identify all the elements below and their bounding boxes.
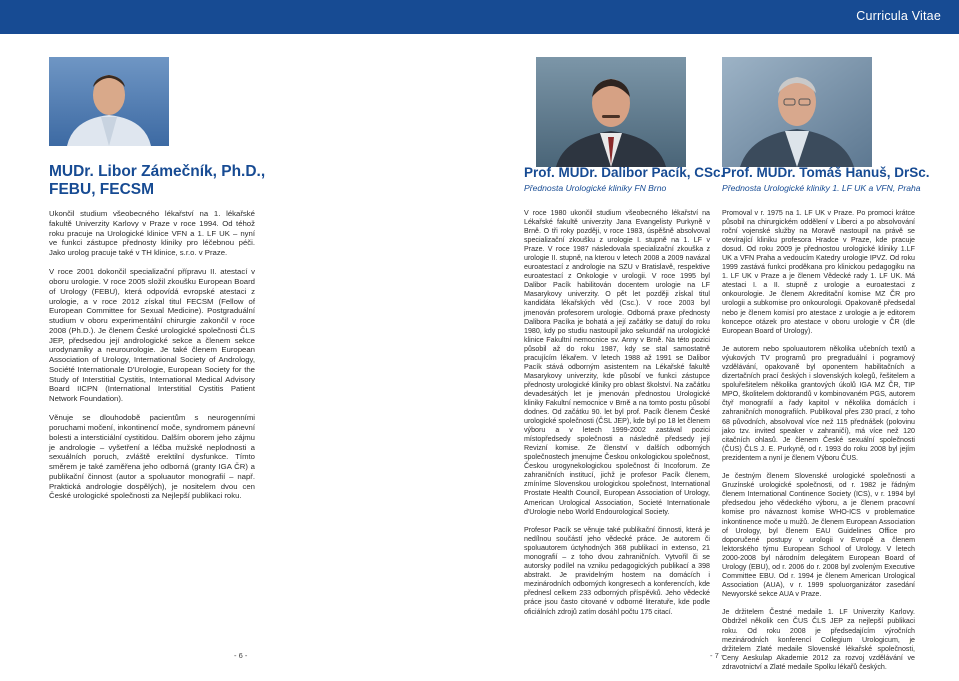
paragraph: Promoval v r. 1975 na 1. LF UK v Praze. Po promoci krátce působil na chirurgickém oddělení v Liberci a po absolvování roční vojenské služby na Moravě nastoupil na právě se otevírající kliniku profesora Hradce v Praze, kde pracuje dosud. Od roku 2009 je přednostou urologické kliniky 1.LF UK a VFN Praha a vedoucím Katedry urologie IPVZ. Od roku 1999 zastává funkci proděkana pro klinickou pedagogiku na 1. LF UK v Praze a je členem Vědecké rady 1. LF UK. Má atestaci I. a II. stupně z urologie a euroatestaci z onkourologie. Je členem Akreditační komise MZ ČR pro urologii a subkomise pro onkourologii. Opakovaně předsedal nebo je členem komisí pro atestace z urologie a je editorem koncepce otázek pro atestace v oboru urologie v ČR (dle European Board of Urology).	[722, 209, 915, 335]
name-line-2: FEBU, FECSM	[49, 180, 155, 198]
person-name-zamecnik	[49, 163, 299, 199]
person-name-hanus: Prof. MUDr. Tomáš Hanuš, DrSc.	[722, 165, 930, 180]
paragraph: V roce 1980 ukončil studium všeobecného lékařství na Lékařské fakultě univerzity Jana Evangelisty Purkyně v Brně. O tři roky později, v roce 1983, úspěšně absolvoval specializační zkoušku z urologie I. stupně na 1. LF v Praze. V roce 1987 následovala specializační zkouška z urologie II. stupně, na kterou v letech 2008 a 2009 navázal euroatestací z andrologie na SZU v Bratislavě, respektive euroatestací z Onkologie v urologii. V roce 1995 byl Dalibor Pacík habilitován docentem urologie na LF Masarykovy univerzity. O pět let později získal titul kandidáta lékařských věd (Csc.). V roce 2003 byl jmenován profesorem urologie. Odborná praxe přednosty Dalibora Pacíka je bohatá a její začátky se datují do roku 1980, kdy po studiu nastoupil jako sekundář na urologické klinice Fakultní nemocnice sv. Anny v Brně. Na této pozici působil až do roku 1987, kdy se stal samostatně pracujícím lékařem. V letech 1988 až 1991 se Dalibor Pacík stává odborným asistentem na Lékařské fakultě Masarykovy univerzity, kde působí ve funkci zástupce přednosty urologické kliniky pro oblast školství. Na začátku devadesátých let je jmenován přednostou Urologické kliniky Fakultní nemocnice v Brně a na tomto postu působí dodnes. Od začátku 90. let byl prof. Pacík členem České urologické společnosti (ČSL JEP), kde byl po 18 let členem výboru a v letech 1999-2002 zastával pozici místopředsedy společnosti a následně předsedy její Revizní komise. Ze členství v dalších odborných společnostech jmenujme Českou onkologickou společnost, Českou urogynekologickou společnost či Incoforum. Ze zahraničních institucí, jichž je profesor Pacík členem, zmíníme Slovenskou urologickou společnost, International Prostate Health Council, European Association of Urology, American Urological Association, Societé Internationale d'Urologie nebo World Endourological Society.	[524, 209, 710, 516]
page-number-right: - 7 -	[710, 651, 724, 660]
paragraph: Je autorem nebo spoluautorem několika učebních textů a výukových TV programů pro pregraduální i pogramový vzdělávání, opakovaně byl oponentem habilitačních a dizertačních prací českých i slovenských kolegů, řešitelem a spoluřešitelem několika grantových úkolů IGA MZ ČR, TIP MPO, školitelem doktorandů v kombinovaném PGS, autorem čtyř monografií a řady kapitol v několika domácích i zahraničních monografiích. Publikoval přes 230 prací, z toho 68 původních, absolvoval více než 115 přednášek (polovinu jako tzv. invited speaker v zahraničí), má více než 120 citačních ohlasů. Je členem České sexuální společnosti (ČUS) ČLS J. E. Purkyně, od r. 1993 do roku 2008 byl jejím prezidentem a nyní je členem Výboru ČUS.	[722, 345, 915, 462]
page-number-left: - 6 -	[234, 651, 248, 660]
paragraph: Je čestným členem Slovenské urologické společnosti a Gruzínské urologické společnosti, od r. 1982 je řádným členem International Continence Society (ICS), v r. 1994 byl předsedou jeho vědeckého výboru, a je členem pracovní komise pro návaznost komise WHO-ICS v problematice inkontinence moče u mužů. Je členem European Association of Urology, byl členem EAU Guidelines Office pro doporučené postupy v urologii v Evropě a členem lektorského týmu European School of Urology. V letech 2000-2008 byl národním delegátem European Board of Urology (EBU), od r. 2006 do r. 2008 byl zvoleným Executive Committee EBU. Od r. 1994 je členem American Urological Association (AUA), v r. 1999 spoluorganizátor zasedání Newyorské sekce AUA v Praze.	[722, 472, 915, 598]
section-title: Curricula Vitae	[856, 9, 941, 23]
person-role-hanus: Přednosta Urologické kliniky 1. LF UK a VFN, Praha	[722, 183, 921, 193]
portrait-pacik	[536, 57, 686, 167]
portrait-zamecnik	[49, 57, 169, 146]
person-name-pacik: Prof. MUDr. Dalibor Pacík, CSc.	[524, 165, 725, 180]
header-bar	[0, 0, 959, 34]
paragraph: Je držitelem Čestné medaile 1. LF Univerzity Karlovy. Obdržel několik cen ČUS ČLS JEP za nejlepší publikaci roku. Od roku 2008 je předsedajícím výročních mezinárodních konferencí Collegium Urologicum, je držitelem Zlaté medaile Slovenské lékařské společnosti, Ceny Aeskulap Akademie 2012 za rozvoj vzdělávání ve zdravotnictví a Zlaté medaile Spolku lékařů českých.	[722, 608, 915, 671]
person-role-pacik: Přednosta Urologické kliniky FN Brno	[524, 183, 667, 193]
name-line-1: MUDr. Libor Zámečník, Ph.D.,	[49, 163, 266, 180]
bio-hanus	[722, 209, 915, 681]
bio-pacik	[524, 209, 710, 626]
paragraph: Ukončil studium všeobecného lékařství na 1. lékařské fakultě Univerzity Karlovy v Praze v roce 1994. Od téhož roku pracuje na Urologické klinice VFN a 1. LF UK – nyní ve funkci zástupce přednosty kliniky pro léčebnou péči. Jako urolog pracuje také v TH klinice, s.r.o. v Praze.	[49, 209, 255, 257]
paragraph: V roce 2001 dokončil specializační přípravu II. atestací v oboru urologie. V roce 2005 složil zkoušku European Board of Urology (FEBU), která odpovídá evropské atestaci z urologie, a v roce 2012 získal titul FECSM (Fellow of European Committee for Sexual Medicine). Postgraduální studium v oboru experimentální chirurgie zakončil v roce 2008 (Ph.D.). Je členem České urologické společnosti ČLS JEP, předsedou její andrologické sekce a členem sekce urodynamiky a neurourologie. Je také členem European Association of Urology, International Society of Andrology, Société Internationale D'Urologie, European Society for the Study of Interstitial Cystitis, International Medical Advisory Board IICPN (International Interstitial Cystitis Patient Network Foundation).	[49, 267, 255, 403]
portrait-hanus	[722, 57, 872, 167]
paragraph: Profesor Pacík se věnuje také publikační činnosti, která je nedílnou součástí jeho vědecké práce. Je autorem či spoluautorem úctyhodných 368 publikací in extenso, 21 monografií – z toho dvou zahraničních. Vytvořil či se autorsky podílel na vzniku pedagogických publikací a 398 abstrakt. Je pravidelným hostem na domácích i mezinárodních odborných kongresech a konferencích, kde přednesl celkem 233 odborných příspěvků. Jeho vědecké práce jsou často citované v odborné literatuře, kde podle oficiálních zdrojů zatím dosáhl počtu 175 citací.	[524, 526, 710, 616]
bio-zamecnik	[49, 209, 255, 511]
paragraph: Věnuje se dlouhodobě pacientům s neurogenními poruchami močení, inkontinencí moče, syndromem pánevní bolesti a intersticiální cystitidou. Dalším oborem jeho zájmu je andrologie – vyšetření a léčba mužské neplodnosti a sexuálních poruch, zvláště erektilní dysfunkce. Tímto směrem je také zaměřena jeho odborná (granty IGA ČR) a publikační činnost (autor a spoluautor monografií – např. Praktická andrologie dospělých), je nositelem dvou cen České urologické společnosti za Nejlepší publikaci roku.	[49, 413, 255, 501]
